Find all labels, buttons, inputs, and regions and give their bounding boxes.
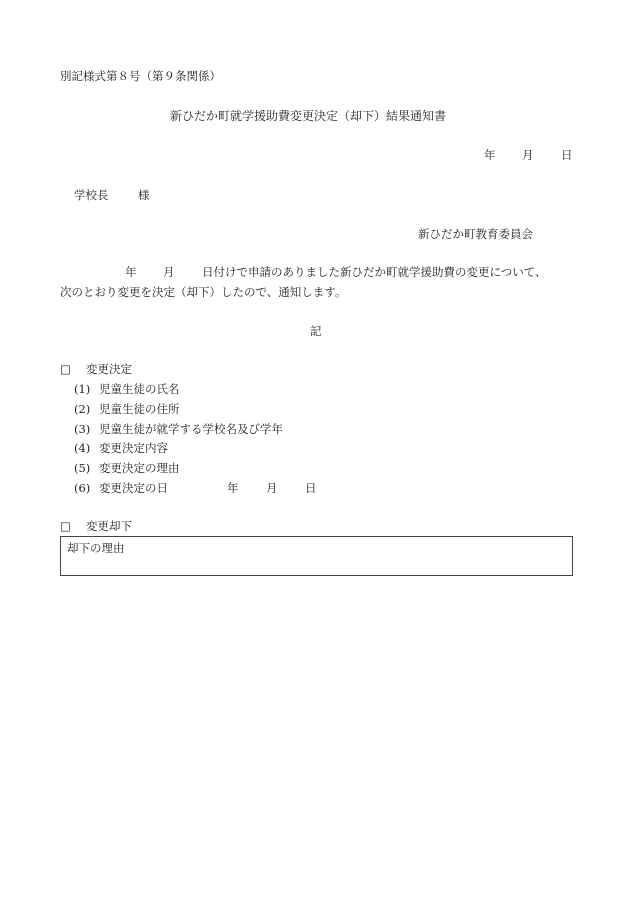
decision-item-4-text: 変更決定内容 (99, 441, 168, 455)
body-line1-text: 日付けで申請のありました新ひだか町就学援助費の変更について、 (202, 265, 547, 279)
document-title: 新ひだか町就学援助費変更決定（却下）結果通知書 (170, 109, 447, 123)
form-number: 別記様式第８号（第９条関係） (60, 69, 221, 83)
decision-item-6-text: 変更決定の日 (99, 481, 168, 495)
decision-item-2-num: (2) (74, 402, 91, 416)
recipient-label: 学校長 (74, 188, 109, 202)
decision-checkbox[interactable]: □ (60, 362, 71, 376)
reject-reason-box[interactable] (60, 536, 573, 576)
decision-date-year: 年 (227, 481, 239, 495)
body-year: 年 (125, 265, 137, 279)
body-line2-text: 次のとおり変更を決定（却下）したので、通知します。 (60, 285, 347, 299)
decision-item-5-text: 変更決定の理由 (99, 461, 180, 475)
date-year: 年 (484, 148, 496, 162)
date-day: 日 (561, 148, 573, 162)
ki-heading: 記 (310, 324, 322, 338)
decision-item-1-num: (1) (74, 382, 91, 396)
decision-heading: 変更決定 (86, 362, 132, 376)
decision-item-6-num: (6) (74, 481, 91, 495)
reject-checkbox[interactable]: □ (60, 519, 71, 533)
recipient-honorific: 様 (138, 188, 150, 202)
decision-item-1-text: 児童生徒の氏名 (99, 382, 180, 396)
decision-date-day: 日 (305, 481, 317, 495)
reject-reason-label: 却下の理由 (67, 541, 125, 555)
decision-item-2-text: 児童生徒の住所 (99, 402, 180, 416)
decision-item-3-text: 児童生徒が就学する学校名及び学年 (99, 422, 283, 436)
decision-item-5-num: (5) (74, 461, 91, 475)
date-month: 月 (522, 148, 534, 162)
reject-heading: 変更却下 (86, 519, 132, 533)
decision-date-month: 月 (266, 481, 278, 495)
decision-item-4-num: (4) (74, 441, 91, 455)
body-month: 月 (163, 265, 175, 279)
decision-item-3-num: (3) (74, 422, 91, 436)
issuer: 新ひだか町教育委員会 (418, 227, 533, 241)
